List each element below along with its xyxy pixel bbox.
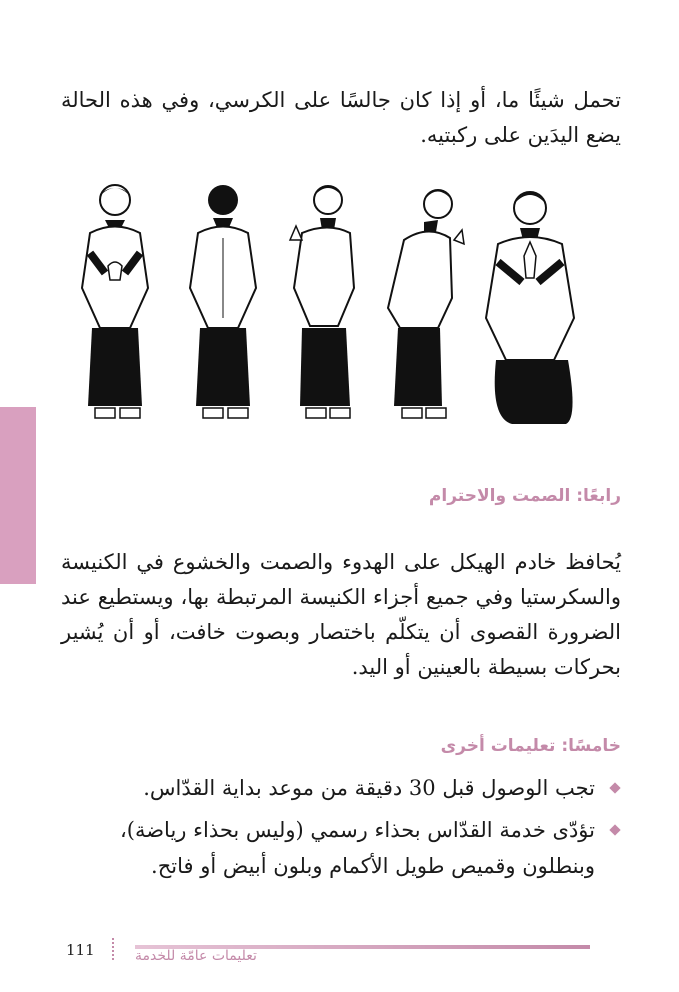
section-4-heading: رابعًا: الصمت والاحترام <box>428 486 621 506</box>
section-5-heading: خامسًا: تعليمات أخرى <box>440 736 621 756</box>
bullet-diamond-icon <box>609 824 620 835</box>
figure-kneeling-praying <box>486 192 574 424</box>
list-item <box>61 812 621 884</box>
list-item <box>61 770 621 806</box>
footer-separator <box>112 938 114 960</box>
figure-standing-side-praying <box>290 186 354 418</box>
page-number: 111 <box>66 941 95 959</box>
list-item-text: تؤدّى خدمة القدّاس بحذاء رسمي (وليس بحذاء رياضة)، وبنطلون وقميص طويل الأكمام وبلون أبيض أو فاتح. <box>119 818 595 878</box>
intro-paragraph: تحمل شيئًا ما، أو إذا كان جالسًا على الكرسي، وفي هذه الحالة يضع اليدَين على ركبتيه. <box>61 88 621 147</box>
side-thumb-tab <box>0 407 36 584</box>
figure-standing-back <box>190 185 256 418</box>
bullet-diamond-icon <box>609 782 620 793</box>
section-5-list <box>61 770 621 890</box>
list-item-text: تجب الوصول قبل 30 دقيقة من موعد بداية القدّاس. <box>143 776 595 800</box>
figure-standing-front <box>82 185 148 418</box>
figure-bowing-praying <box>388 190 464 418</box>
altar-servers-illustration <box>70 178 590 438</box>
running-footer-title: تعليمات عامّة للخدمة <box>135 948 257 964</box>
section-4-body: يُحافظ خادم الهيكل على الهدوء والصمت والخشوع في الكنيسة والسكرستيا وفي جميع أجزاء الكنيسة المرتبطة بها، ويستطيع عند الضرورة القصوى أن يتكلّم باختصار وبصوت خافت، أو أن يُشير بحركات بسيطة بالعينين أو اليد. <box>61 550 621 679</box>
